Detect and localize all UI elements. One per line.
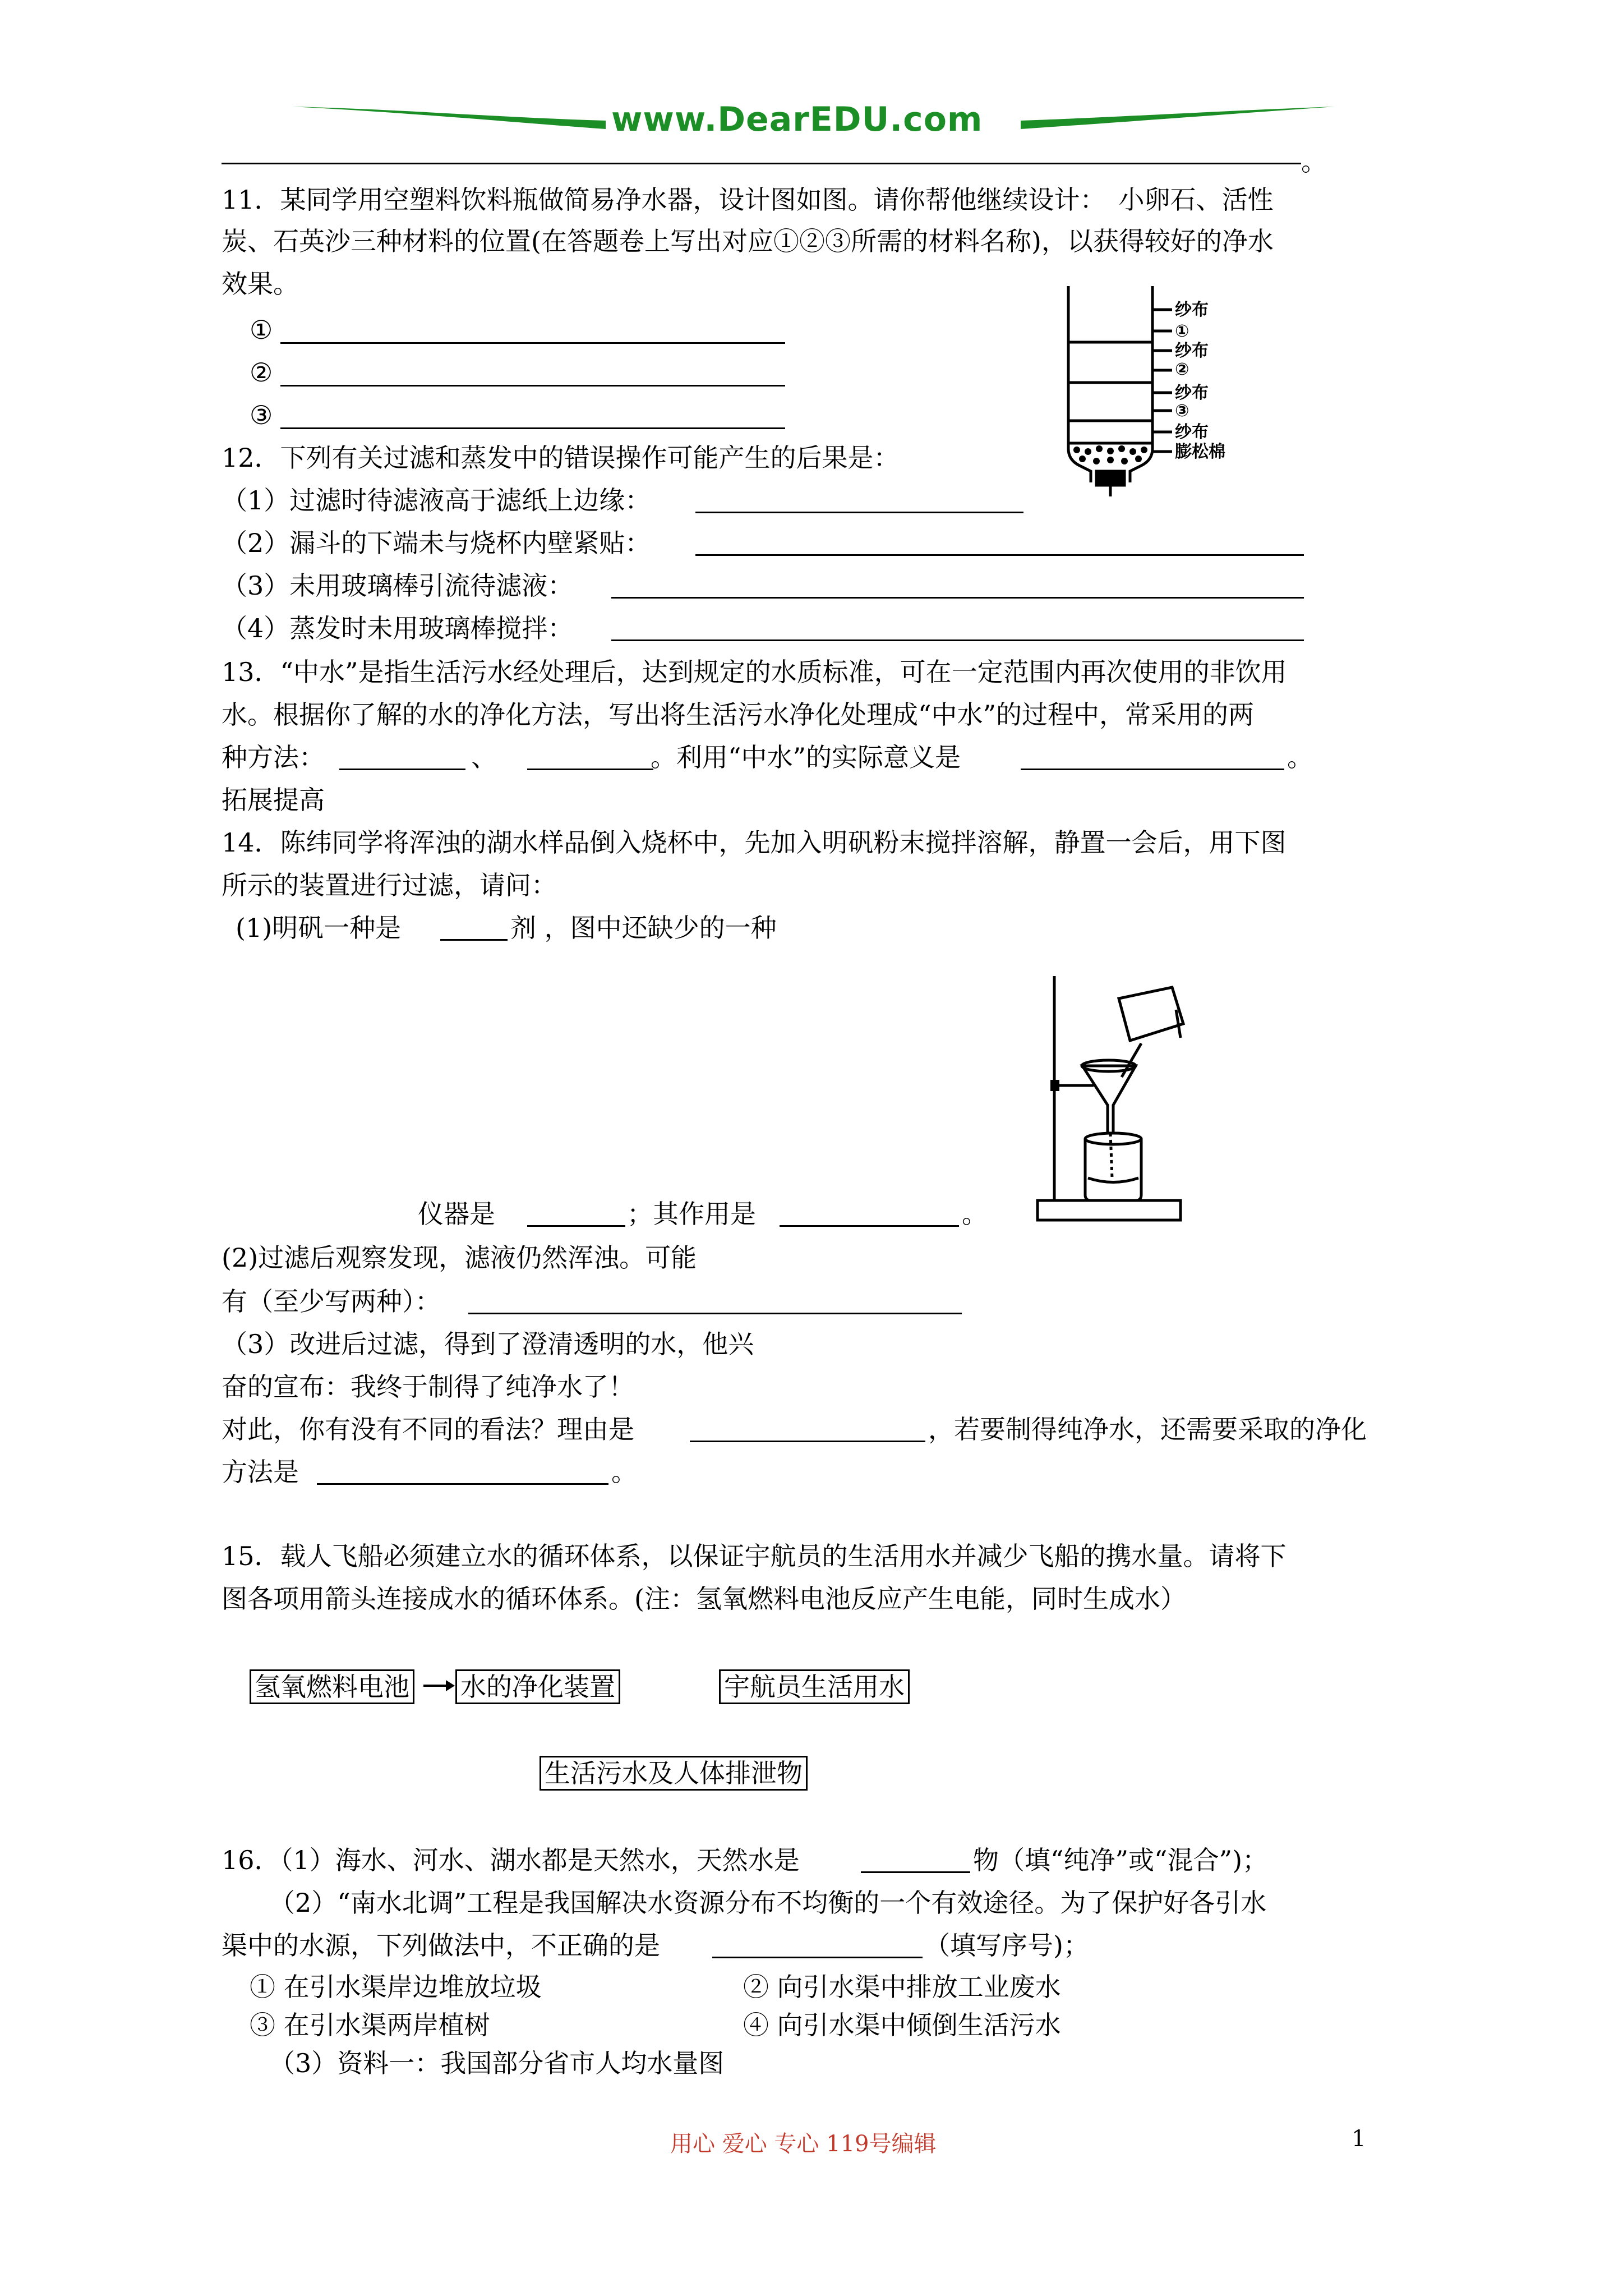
q16-p3: （3）资料一：我国部分省市人均水量图 <box>269 2048 725 2078</box>
arrow-right-icon <box>423 1677 456 1694</box>
q14-p1-e: 。 <box>962 1199 988 1229</box>
q11-line1: 11．某同学用空塑料饮料瓶做简易净水器，设计图如图。请你帮他继续设计： 小卵石、活性 <box>222 185 1274 215</box>
q14-blank1[interactable] <box>440 939 508 941</box>
q14-p1-c: 仪器是 <box>418 1199 495 1229</box>
q14-blank5[interactable] <box>690 1441 925 1442</box>
q12-blank4[interactable] <box>611 639 1304 641</box>
q13-line3-a: 种方法： <box>222 742 325 772</box>
q14-blank2[interactable] <box>527 1225 625 1227</box>
q16-p2-a: （2）“南水北调”工程是我国解决水资源分布不均衡的一个有效途径。为了保护好各引水 <box>269 1888 1267 1918</box>
q12-item4: （4）蒸发时未用玻璃棒搅拌： <box>222 613 574 643</box>
q13-line3-b: 、 <box>471 742 497 772</box>
box-purifier[interactable]: 水的净化装置 <box>455 1669 620 1704</box>
q14-p3-b: 奋的宣布：我终于制得了纯净水了！ <box>222 1372 634 1402</box>
q16-p2-c: （填写序号)； <box>924 1930 1089 1961</box>
q14-p2-a: (2)过滤后观察发现，滤液仍然浑浊。可能 <box>222 1243 697 1273</box>
fig-label-6: ③ <box>1175 401 1189 421</box>
q12-blank3[interactable] <box>611 597 1304 599</box>
q12-item3: （3）未用玻璃棒引流待滤液： <box>222 570 574 601</box>
water-purifier-diagram <box>1060 280 1245 499</box>
site-logo: www.DearEDU.com <box>611 100 983 139</box>
fig-label-4: ② <box>1175 360 1189 379</box>
q14-p3-a: （3）改进后过滤，得到了澄清透明的水，他兴 <box>222 1329 754 1359</box>
q14-p1-a: (1)明矾一种是 <box>236 913 402 943</box>
fig-label-5: 纱布 <box>1175 383 1209 403</box>
q12-item2: （2）漏斗的下端未与烧杯内壁紧贴： <box>222 528 651 558</box>
q11-blank3[interactable] <box>280 427 785 429</box>
q13-line2: 水。根据你了解的水的净化方法，写出将生活污水净化处理成“中水”的过程中，常采用的两 <box>222 700 1255 730</box>
q12-blank2[interactable] <box>695 554 1304 556</box>
page-number: 1 <box>1352 2126 1366 2152</box>
q14-p2-b: 有（至少写两种）： <box>222 1286 441 1317</box>
q11-blank3-label: ③ <box>250 400 273 430</box>
q16-p1-a: 16．（1）海水、河水、湖水都是天然水，天然水是 <box>222 1845 800 1875</box>
q13-line3-d: 。 <box>1287 742 1313 772</box>
box-astronaut-water[interactable]: 宇航员生活用水 <box>719 1669 910 1704</box>
q16-p2-b: 渠中的水源，下列做法中，不正确的是 <box>222 1930 660 1961</box>
box-waste-water[interactable]: 生活污水及人体排泄物 <box>540 1756 808 1791</box>
q13-blank1[interactable] <box>339 769 465 770</box>
q16-option-3: ③ 在引水渠两岸植树 <box>250 2010 490 2040</box>
q13-line3-c: 。利用“中水”的实际意义是 <box>651 742 961 772</box>
q14-line2: 所示的装置进行过滤，请问： <box>222 870 557 900</box>
q16-option-1: ① 在引水渠岸边堆放垃圾 <box>250 1972 542 2002</box>
fig-label-8: 膨松棉 <box>1175 442 1225 462</box>
q16-option-4: ④ 向引水渠中倾倒生活污水 <box>743 2010 1061 2040</box>
q16-blank2[interactable] <box>712 1957 923 1958</box>
q12-blank1[interactable] <box>695 512 1023 513</box>
footer-text: 用心 爱心 专心 119号编辑 <box>670 2131 937 2157</box>
q11-blank2-label: ② <box>250 357 273 388</box>
q15-line2: 图各项用箭头连接成水的循环体系。(注：氢氧燃料电池反应产生电能，同时生成水） <box>222 1584 1186 1614</box>
fig-label-3: 纱布 <box>1175 341 1209 361</box>
filtration-apparatus-diagram <box>1029 965 1192 1228</box>
q14-p1-d: ；其作用是 <box>627 1199 756 1229</box>
continuation-blank[interactable] <box>222 163 1301 164</box>
q12-item1: （1）过滤时待滤液高于滤纸上边缘： <box>222 485 651 516</box>
q13-blank3[interactable] <box>1021 769 1284 770</box>
q11-line2: 炭、石英沙三种材料的位置(在答题卷上写出对应①②③所需的材料名称)，以获得较好的净水 <box>222 226 1274 256</box>
q14-p3-f: 。 <box>611 1457 637 1487</box>
q13-blank2[interactable] <box>527 769 653 770</box>
q11-blank2[interactable] <box>280 385 785 386</box>
q13-line1: 13．“中水”是指生活污水经处理后，达到规定的水质标准，可在一定范围内再次使用的非饮用 <box>222 657 1287 687</box>
continuation-end: 。 <box>1301 146 1327 177</box>
q14-p1-b: 剂 ，图中还缺少的一种 <box>510 913 777 943</box>
q14-blank3[interactable] <box>780 1225 959 1227</box>
q16-blank1[interactable] <box>861 1871 970 1873</box>
q11-line3: 效果。 <box>222 269 299 299</box>
q14-blank6[interactable] <box>317 1483 608 1485</box>
fig-label-7: 纱布 <box>1175 422 1209 442</box>
q14-p3-d: ，若要制得纯净水，还需要采取的净化 <box>928 1414 1367 1444</box>
q15-line1: 15．载人飞船必须建立水的循环体系，以保证宇航员的生活用水并减少飞船的携水量。请将下 <box>222 1541 1287 1571</box>
q14-p3-e: 方法是 <box>222 1457 299 1487</box>
q14-p3-c: 对此，你有没有不同的看法？理由是 <box>222 1414 634 1444</box>
q11-blank1-label: ① <box>250 315 273 345</box>
q16-option-2: ② 向引水渠中排放工业废水 <box>743 1972 1061 2002</box>
section-heading: 拓展提高 <box>222 785 325 815</box>
box-fuel-cell[interactable]: 氢氧燃料电池 <box>250 1669 414 1704</box>
q14-blank4[interactable] <box>468 1313 962 1314</box>
q11-blank1[interactable] <box>280 342 785 344</box>
fig-label-2: ① <box>1175 321 1189 341</box>
q12-title: 12．下列有关过滤和蒸发中的错误操作可能产生的后果是： <box>222 443 900 473</box>
q14-line1: 14．陈纬同学将浑浊的湖水样品倒入烧杯中，先加入明矾粉末搅拌溶解，静置一会后，用下图 <box>222 827 1287 858</box>
q16-p1-b: 物（填“纯净”或“混合”)； <box>973 1845 1269 1875</box>
fig-label-1: 纱布 <box>1175 300 1209 320</box>
